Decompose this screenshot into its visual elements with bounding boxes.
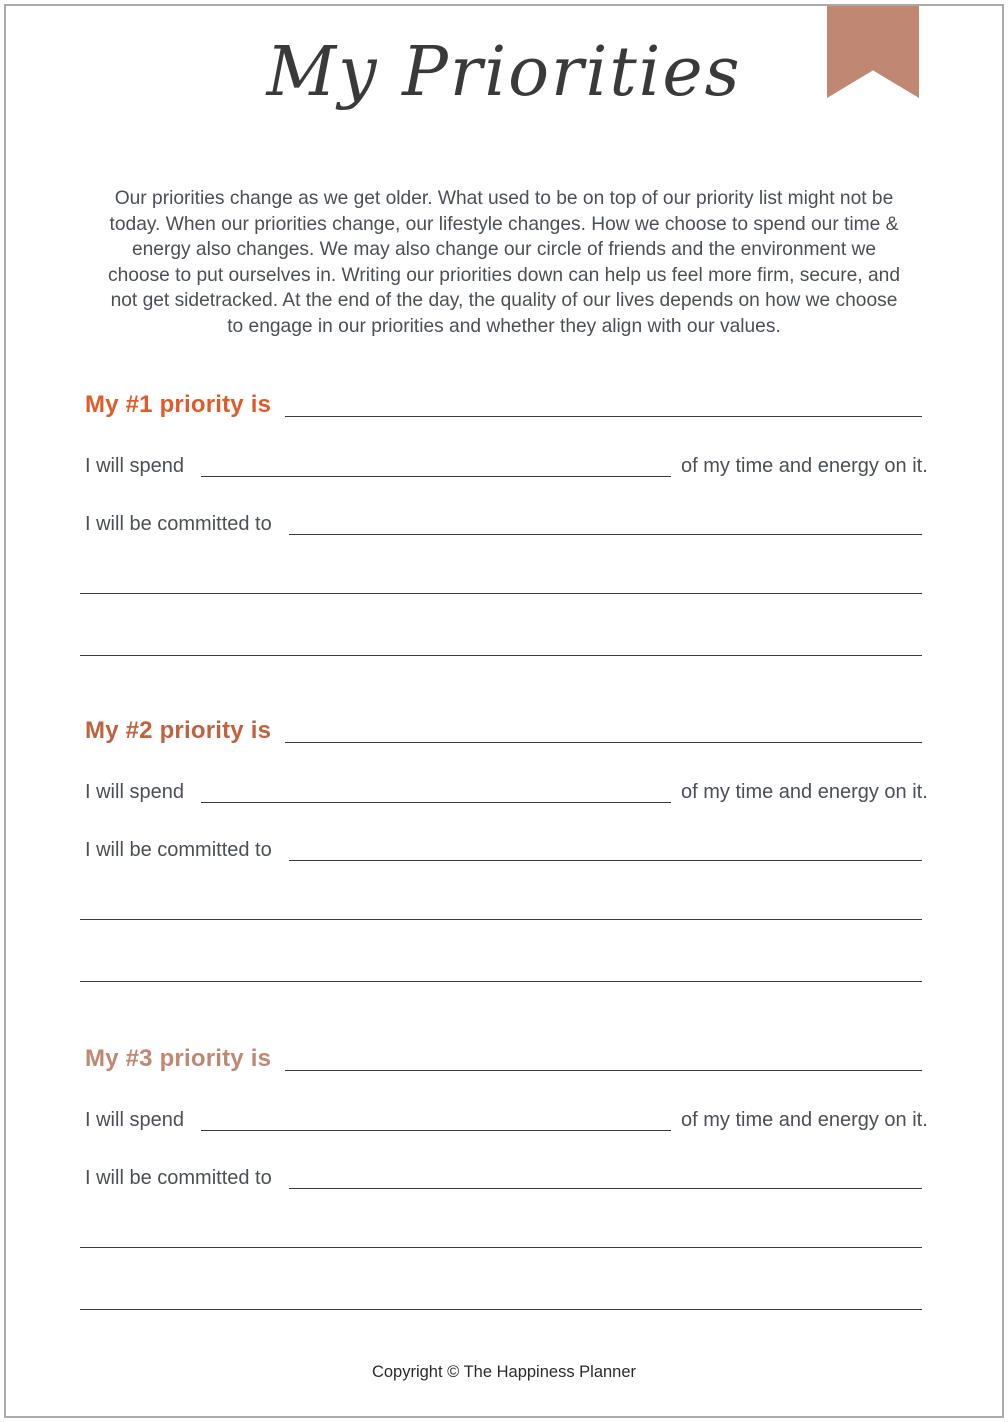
priority-section-1 bbox=[80, 390, 928, 535]
copyright-footer: Copyright © The Happiness Planner bbox=[371, 1363, 637, 1381]
priority-3-heading-label: My #3 priority is bbox=[85, 1045, 272, 1072]
priority-1-heading-input-line[interactable] bbox=[285, 416, 922, 417]
priority-1-spend-prefix-label: I will spend bbox=[85, 455, 184, 477]
priority-3-heading-row bbox=[80, 1044, 922, 1078]
priority-1-writing-line-2[interactable] bbox=[80, 655, 922, 656]
priority-2-spend-prefix-label: I will spend bbox=[85, 781, 184, 803]
priority-1-spend-row bbox=[85, 452, 928, 482]
priority-3-spend-suffix-label: of my time and energy on it. bbox=[681, 1109, 928, 1131]
priority-2-spend-input-line[interactable] bbox=[201, 802, 671, 803]
priority-1-commit-row bbox=[85, 510, 922, 540]
priority-2-commit-input-line[interactable] bbox=[289, 860, 922, 861]
priority-3-writing-line-1[interactable] bbox=[80, 1247, 922, 1248]
page-title: My Priorities bbox=[266, 33, 742, 112]
priority-3-commit-row bbox=[85, 1164, 922, 1194]
priority-2-heading-row bbox=[80, 716, 922, 750]
priority-3-spend-input-line[interactable] bbox=[201, 1130, 671, 1131]
priority-1-spend-suffix-label: of my time and energy on it. bbox=[681, 455, 928, 477]
priority-1-commit-input-line[interactable] bbox=[289, 534, 922, 535]
priority-3-commit-input-line[interactable] bbox=[289, 1188, 922, 1189]
priority-section-2 bbox=[80, 716, 928, 861]
priority-3-spend-prefix-label: I will spend bbox=[85, 1109, 184, 1131]
priority-1-heading-label: My #1 priority is bbox=[85, 391, 272, 418]
priority-2-commit-row bbox=[85, 836, 922, 866]
priority-2-writing-line-2[interactable] bbox=[80, 981, 922, 982]
priority-2-spend-suffix-label: of my time and energy on it. bbox=[681, 781, 928, 803]
priority-1-heading-row bbox=[80, 390, 922, 424]
priority-3-commit-prefix-label: I will be committed to bbox=[85, 1167, 272, 1189]
priority-1-writing-line-1[interactable] bbox=[80, 593, 922, 594]
priority-section-3 bbox=[80, 1044, 928, 1189]
priority-2-heading-label: My #2 priority is bbox=[85, 717, 272, 744]
intro-paragraph: Our priorities change as we get older. What used to be on top of our priority list might not be today. When our priorities change, our lifestyle changes. How we choose to spend our time & energy also changes. We may also change our circle of friends and the environment we choose to put ourselves in. Writing our priorities down can help us feel more firm, secure, and not get sidetracked. At the end of the day, the quality of our lives depends on how we choose to engage in our priorities and whether they align with our values. bbox=[107, 188, 901, 337]
priority-3-heading-input-line[interactable] bbox=[285, 1070, 922, 1071]
priority-2-heading-input-line[interactable] bbox=[285, 742, 922, 743]
priority-2-commit-prefix-label: I will be committed to bbox=[85, 839, 272, 861]
priority-3-spend-row bbox=[85, 1106, 928, 1136]
priority-3-writing-line-2[interactable] bbox=[80, 1309, 922, 1310]
priority-1-commit-prefix-label: I will be committed to bbox=[85, 513, 272, 535]
priority-2-spend-row bbox=[85, 778, 928, 808]
priority-2-writing-line-1[interactable] bbox=[80, 919, 922, 920]
priority-1-spend-input-line[interactable] bbox=[201, 476, 671, 477]
